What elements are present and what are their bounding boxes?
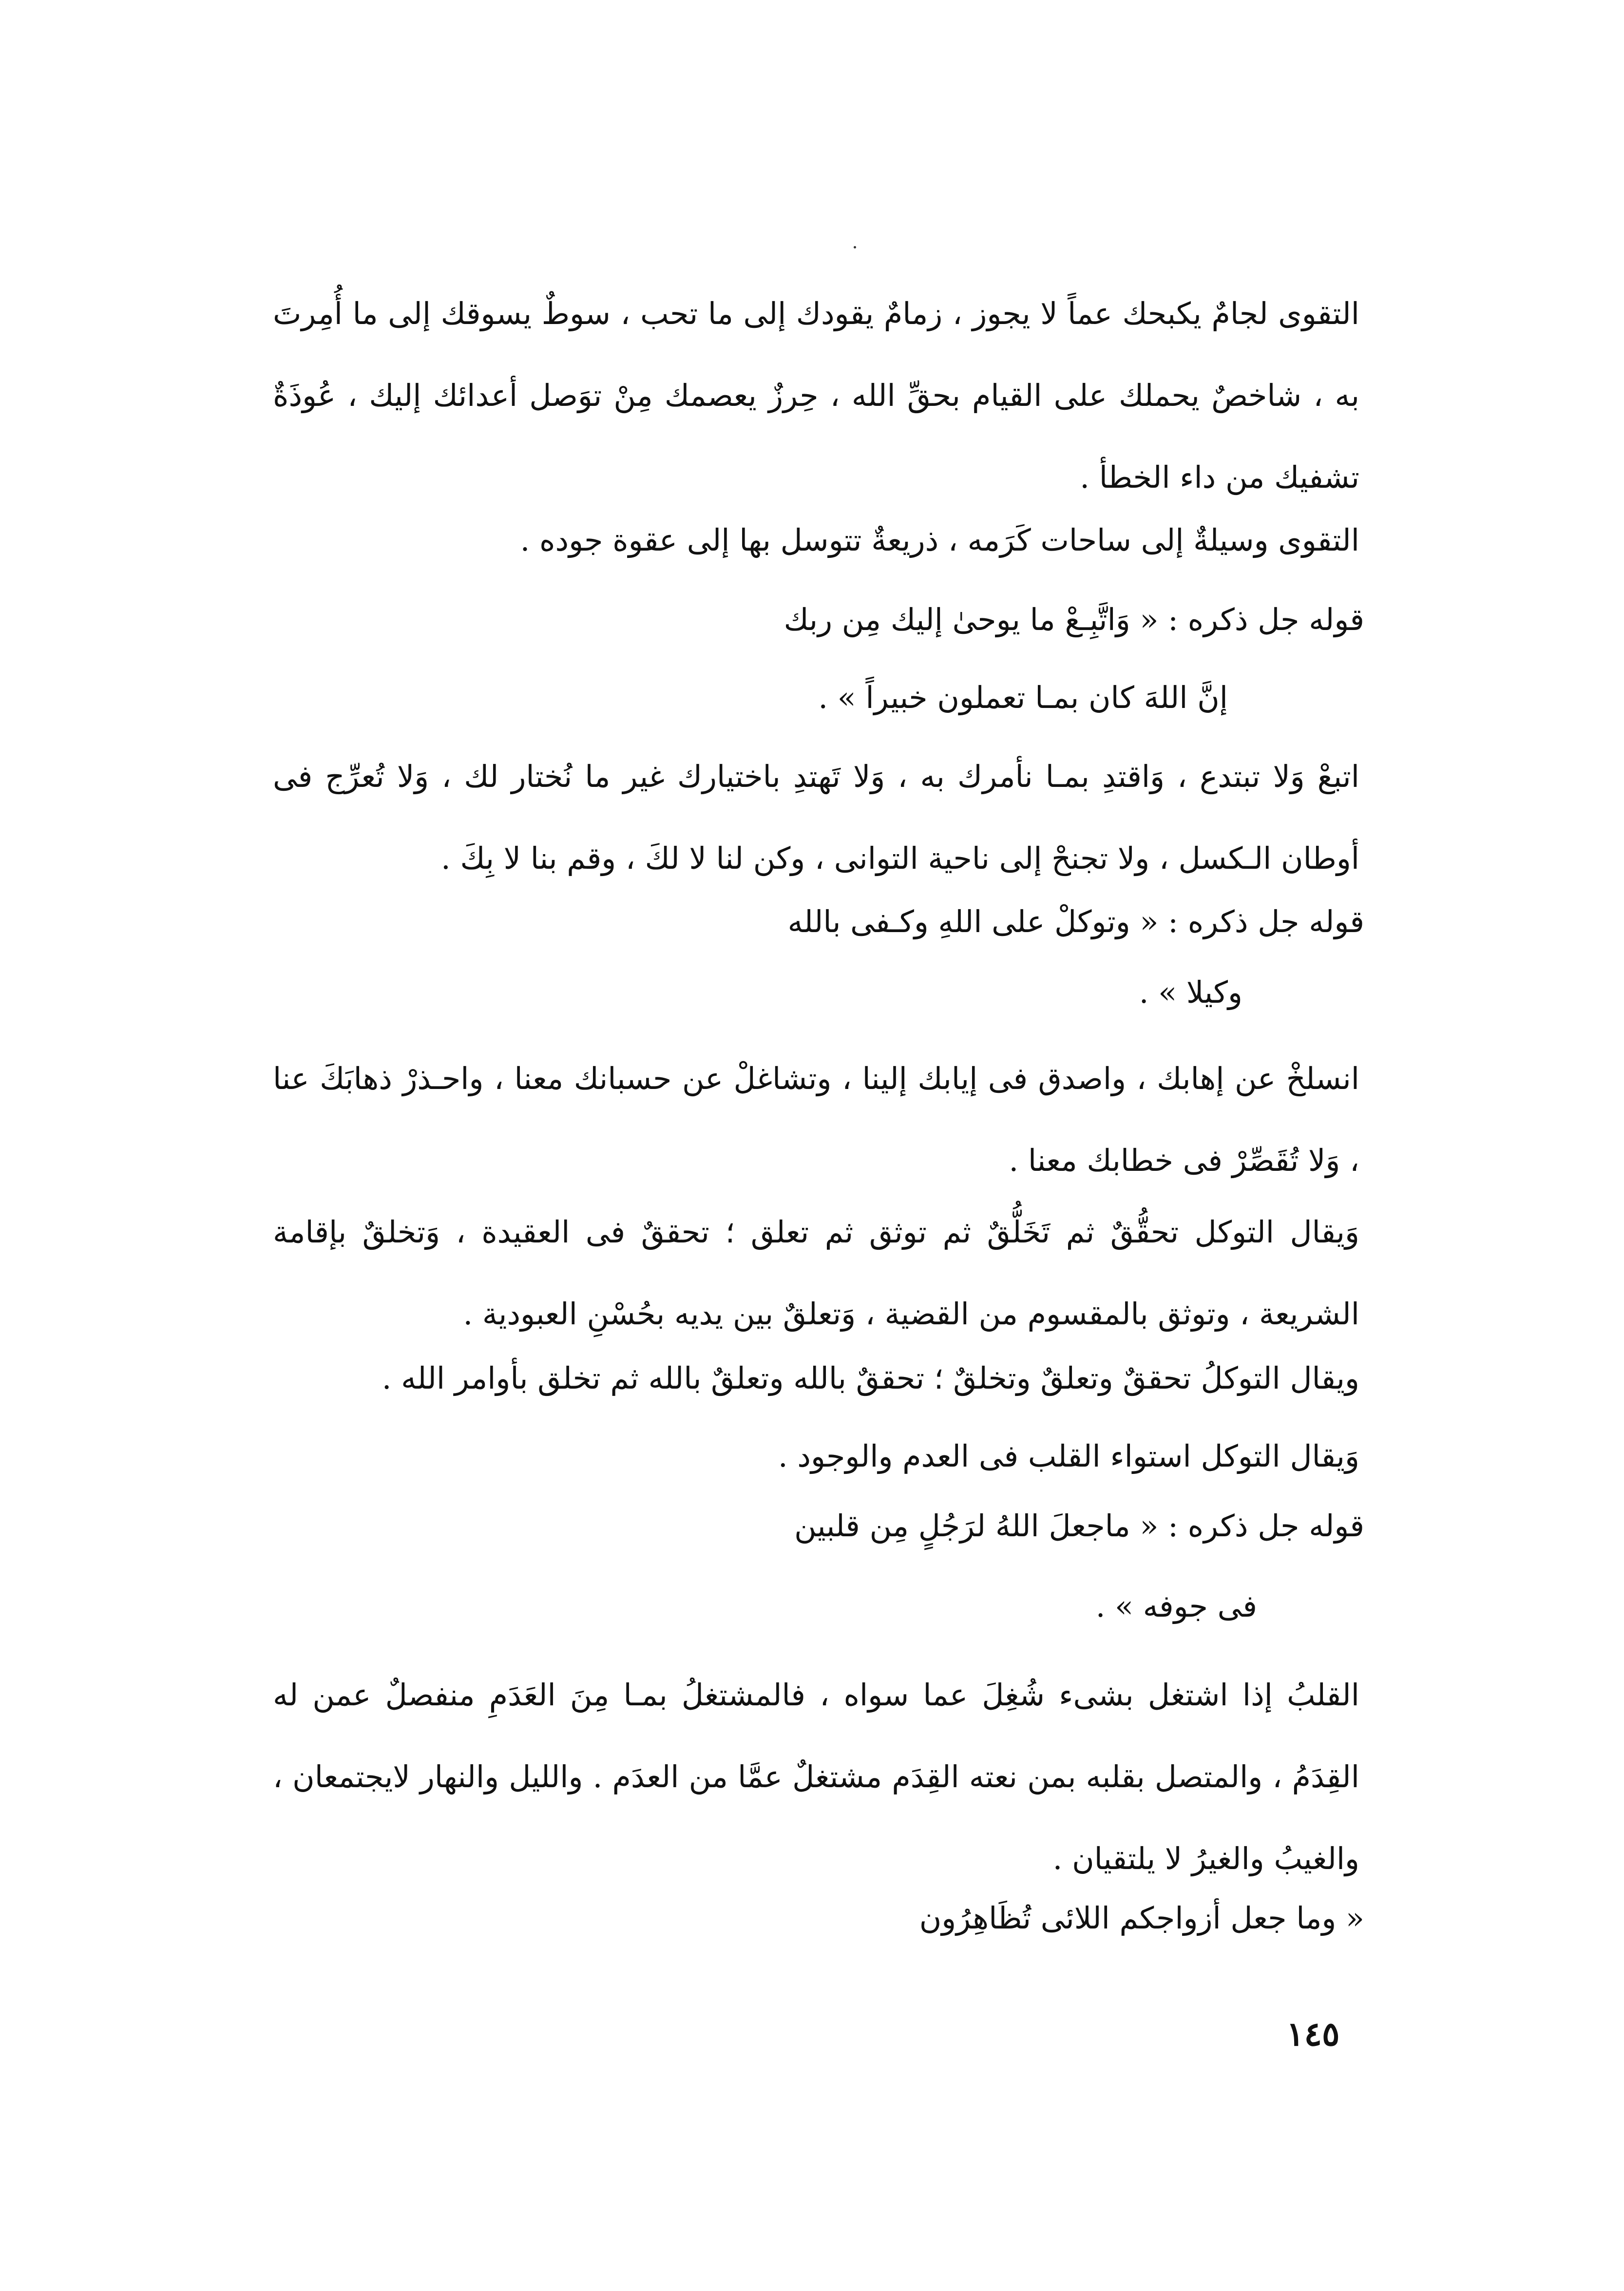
verse-tawakkul: قوله جل ذكره : « وتوكلْ على اللهِ وكـفى بالله xyxy=(787,904,1364,939)
paragraph-tawakkul-stages: وَيقال التوكل تحقُّقٌ ثم تَخَلُّقٌ ثم توثق ثم تعلق ؛ تحققٌ فى العقيدة ، وَتخلقٌ بإقامة الشريعة ، وتوثق بالمقسوم من القضية ، وَتعلقٌ بين يديه بحُسْنِ العبودية . xyxy=(273,1214,1359,1332)
verse-two-hearts-end: فى جوفه » . xyxy=(1095,1588,1257,1624)
verse-follow-revelation-end: إنَّ اللهَ كان بمـا تعملون خبيراً » . xyxy=(818,680,1228,715)
paragraph-taqwa-means: التقوى وسيلةٌ إلى ساحات كَرَمه ، ذريعةٌ تتوسل بها إلى عقوة جوده . xyxy=(520,522,1359,558)
paragraph-heart-commentary: القلبُ إذا اشتغل بشىء شُغِلَ عما سواه ، فالمشتغلُ بمـا مِنَ العَدَمِ منفصلٌ عمن له القِدَمُ ، والمتصل بقلبه بمن نعته القِدَم مشتغلٌ عمَّا من العدَم . والليل والنهار لايجتمعان ، والغيبُ والغيرُ لا يلتقيان . xyxy=(273,1677,1359,1876)
paragraph-tawakkul-saying-three: وَيقال التوكل استواء القلب فى العدم والوجود . xyxy=(778,1438,1359,1474)
paragraph-tawakkul-commentary: انسلخْ عن إهابك ، واصدق فى إيابك إلينا ، وتشاغلْ عن حسبانك معنا ، واحـذرْ ذهابَكَ عنا ، وَلا تُقَصِّرْ فى خطابك معنا . xyxy=(273,1061,1359,1178)
verse-tawakkul-end: وكيلا » . xyxy=(1139,974,1242,1010)
page-number: ١٤٥ xyxy=(1286,2015,1340,2054)
paragraph-follow-commentary: اتبعْ وَلا تبتدع ، وَاقتدِ بمـا نأمرك به ، وَلا تَهتدِ باختيارك غير ما نُختار لك ، وَلا تُعرِّج فى أوطان الـكسل ، ولا تجنحْ إلى ناحية التوانى ، وكن لنا لا لكَ ، وقم بنا لا بِكَ . xyxy=(273,759,1359,876)
verse-wives-zihar: « وما جعل أزواجكم اللائى تُظَاهِرُون xyxy=(919,1900,1364,1936)
paragraph-taqwa-definition: التقوى لجامٌ يكبحك عماً لا يجوز ، زمامٌ يقودك إلى ما تحب ، سوطٌ يسوقك إلى ما أُمِرتَ به ، شاخصٌ يحملك على القيام بحقِّ الله ، حِرزٌ يعصمك مِنْ توَصل أعدائك إليك ، عُوذَةٌ تشفيك من داء الخطأ . xyxy=(273,296,1359,495)
verse-follow-revelation: قوله جل ذكره : « وَاتَّبِـعْ ما يوحىٰ إليك مِن ربك xyxy=(783,602,1364,637)
paragraph-tawakkul-saying-two: ويقال التوكلُ تحققٌ وتعلقٌ وتخلقٌ ؛ تحققٌ بالله وتعلقٌ بالله ثم تخلق بأوامر الله . xyxy=(382,1360,1359,1396)
printer-mark xyxy=(854,246,856,248)
verse-two-hearts: قوله جل ذكره : « ماجعلَ اللهُ لرَجُلٍ مِن قلبين xyxy=(794,1508,1364,1544)
